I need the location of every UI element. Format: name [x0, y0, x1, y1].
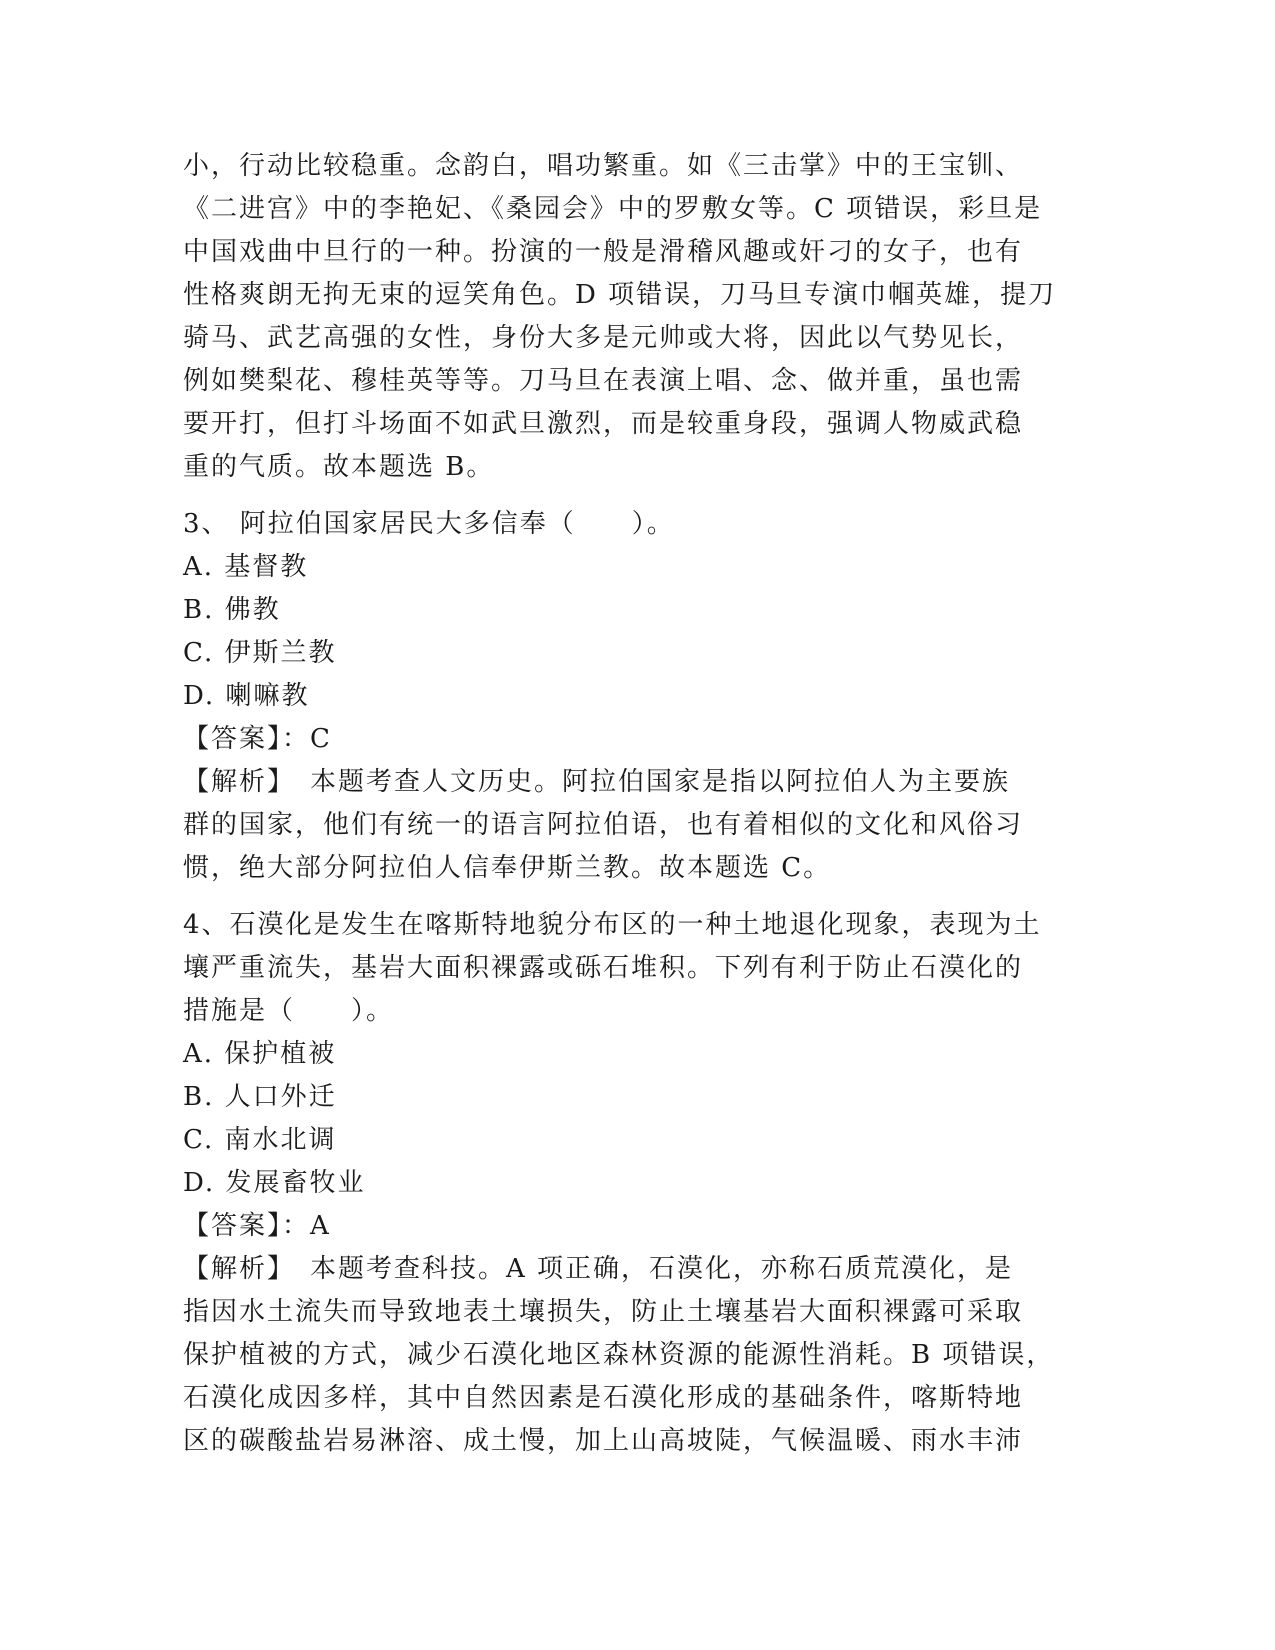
text-line: 小，行动比较稳重。念韵白，唱功繁重。如《三击掌》中的王宝钏、 [183, 151, 1024, 181]
answer-line: 【答案】：A [183, 1211, 331, 1241]
option-b: B. 佛教 [183, 595, 281, 625]
document-page [183, 145, 1083, 1463]
text-line: 例如樊梨花、穆桂英等等。刀马旦在表演上唱、念、做并重，虽也需 [183, 366, 1024, 396]
analysis-line: 石漠化成因多样，其中自然因素是石漠化形成的基础条件，喀斯特地 [183, 1383, 1024, 1413]
option-d: D. 喇嘛教 [183, 681, 310, 711]
analysis-line: 群的国家，他们有统一的语言阿拉伯语，也有着相似的文化和风俗习 [183, 810, 1024, 840]
answer-line: 【答案】：C [183, 724, 332, 754]
text-line: 骑马、武艺高强的女性，身份大多是元帅或大将，因此以气势见长， [183, 323, 1024, 353]
question-3 [183, 503, 1083, 890]
text-line: 《二进宫》中的李艳妃、《桑园会》中的罗敷女等。C 项错误，彩旦是 [183, 194, 1043, 224]
option-c: C. 南水北调 [183, 1125, 337, 1155]
text-line: 要开打，但打斗场面不如武旦激烈，而是较重身段，强调人物威武稳 [183, 409, 1024, 439]
question-stem: 措施是（ ）。 [183, 996, 395, 1026]
option-a: A. 基督教 [183, 552, 309, 582]
question-4 [183, 904, 1083, 1463]
option-b: B. 人口外迁 [183, 1082, 337, 1112]
option-a: A. 保护植被 [183, 1039, 337, 1069]
text-line: 性格爽朗无拘无束的逗笑角色。D 项错误，刀马旦专演巾帼英雄，提刀 [183, 280, 1057, 310]
analysis-line: 指因水土流失而导致地表土壤损失，防止土壤基岩大面积裸露可采取 [183, 1297, 1024, 1327]
analysis-line: 【解析】 本题考查科技。A 项正确，石漠化，亦称石质荒漠化，是 [183, 1254, 1014, 1284]
text-line: 重的气质。故本题选 B。 [183, 452, 495, 482]
question-stem: 3、 阿拉伯国家居民大多信奉（ ）。 [183, 509, 675, 539]
carryover-analysis [183, 145, 1083, 489]
option-c: C. 伊斯兰教 [183, 638, 337, 668]
analysis-line: 保护植被的方式，减少石漠化地区森林资源的能源性消耗。B 项错误， [183, 1340, 1055, 1370]
analysis-line: 【解析】 本题考查人文历史。阿拉伯国家是指以阿拉伯人为主要族 [183, 767, 1011, 797]
option-d: D. 发展畜牧业 [183, 1168, 366, 1198]
analysis-line: 惯，绝大部分阿拉伯人信奉伊斯兰教。故本题选 C。 [183, 853, 832, 883]
analysis-line: 区的碳酸盐岩易淋溶、成土慢，加上山高坡陡，气候温暖、雨水丰沛 [183, 1426, 1024, 1456]
question-stem: 壤严重流失，基岩大面积裸露或砾石堆积。下列有利于防止石漠化的 [183, 953, 1024, 983]
text-line: 中国戏曲中旦行的一种。扮演的一般是滑稽风趣或奸刁的女子，也有 [183, 237, 1024, 267]
question-stem: 4、石漠化是发生在喀斯特地貌分布区的一种土地退化现象，表现为土 [183, 910, 1042, 940]
